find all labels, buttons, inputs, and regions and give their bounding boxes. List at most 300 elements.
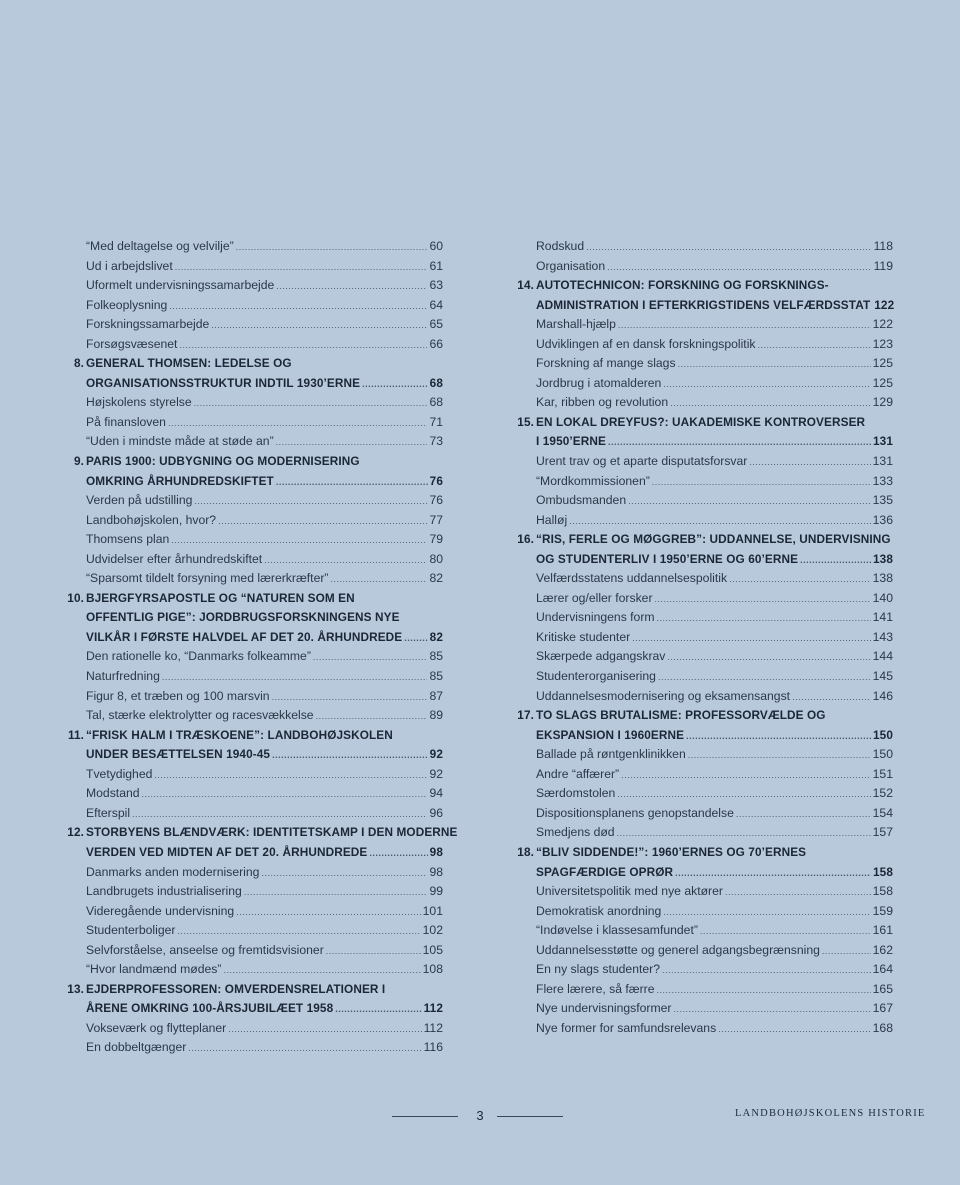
chapter-number: 18.	[517, 844, 534, 859]
page-number: 135	[872, 493, 893, 508]
dot-leader	[663, 375, 870, 395]
chapter-title: EKSPANSION I 1960ERNE	[536, 727, 685, 742]
dot-leader	[608, 433, 871, 453]
page-number: 85	[429, 669, 443, 684]
dot-leader	[404, 629, 427, 649]
chapter-title: STORBYENS BLÆNDVÆRK: IDENTITETSKAMP I DEN MODERNE	[86, 825, 458, 840]
page-number: 108	[422, 962, 443, 977]
dot-leader	[673, 1000, 870, 1020]
dot-leader	[313, 648, 428, 668]
toc-entry	[86, 237, 443, 257]
toc-entry	[86, 941, 443, 961]
page-number: 112	[423, 1020, 443, 1035]
section-title: Ud i arbejdslivet	[86, 258, 173, 273]
dot-leader	[749, 453, 870, 473]
chapter-number: 12.	[67, 825, 84, 840]
dot-leader	[179, 336, 427, 356]
dot-leader	[236, 238, 428, 258]
page-number: 85	[429, 649, 443, 664]
chapter-number: 16.	[517, 532, 534, 547]
toc-entry	[86, 1038, 443, 1058]
page-number: 64	[429, 297, 443, 312]
section-title: Udvidelser efter århundredskiftet	[86, 551, 263, 566]
section-title: “Indøvelse i klassesamfundet”	[536, 923, 698, 938]
chapter-title: PARIS 1900: UDBYGNING OG MODERNISERING	[86, 454, 360, 469]
dot-leader	[276, 277, 427, 297]
dot-leader	[369, 844, 427, 864]
dot-leader	[800, 551, 871, 571]
section-title: Højskolens styrelse	[86, 395, 192, 410]
dot-leader	[218, 512, 427, 532]
page-number: 92	[429, 766, 443, 781]
section-title: Nye former for samfundsrelevans	[536, 1020, 717, 1035]
chapter-number: 17.	[517, 708, 534, 723]
dot-leader	[822, 942, 871, 962]
page-number: 118	[873, 239, 893, 253]
section-title: Rodskud	[536, 239, 585, 253]
dot-leader	[729, 570, 871, 590]
page-number: 150	[872, 747, 893, 762]
section-title: “Uden i mindste måde at støde an”	[86, 434, 274, 449]
page-number: 99	[429, 884, 443, 899]
dot-leader	[168, 414, 427, 434]
dot-leader	[586, 238, 871, 258]
chapter-title: VILKÅR I FØRSTE HALVDEL AF DET 20. ÅRHUNDREDE	[86, 629, 403, 644]
page-number: 131	[872, 454, 893, 469]
chapter-title: “FRISK HALM I TRÆSKOENE”: LANDBOHØJSKOLEN	[86, 727, 393, 742]
section-title: Nye undervisningsformer	[536, 1001, 672, 1016]
toc-entry	[86, 921, 443, 941]
section-title: Videregående undervisning	[86, 903, 235, 918]
toc-entry	[86, 960, 443, 980]
page-number: 98	[429, 864, 443, 879]
section-title: Forskningssamarbejde	[86, 317, 210, 332]
page-number: 65	[429, 317, 443, 332]
dot-leader	[607, 258, 871, 278]
chapter-title: OMKRING ÅRHUNDREDSKIFTET	[86, 473, 274, 488]
chapter-title: SPAGFÆRDIGE OPRØR	[536, 864, 674, 879]
toc-chapter-line	[517, 706, 893, 726]
toc-chapter-line	[536, 726, 893, 746]
toc-entry	[86, 257, 443, 277]
footer-rule-left	[392, 1116, 458, 1117]
toc-entry	[536, 237, 893, 257]
toc-chapter-line	[536, 550, 893, 570]
chapter-title: ÅRENE OMKRING 100-ÅRSJUBILÆET 1958	[86, 1001, 334, 1016]
dot-leader	[188, 1039, 421, 1059]
toc-entry	[536, 921, 893, 941]
dot-leader	[272, 746, 428, 766]
page-number: 129	[872, 395, 893, 410]
page-number: 60	[429, 239, 443, 253]
chapter-title: BJERGFYRSAPOSTLE OG “NATUREN SOM EN	[86, 590, 355, 605]
page-number: 61	[429, 258, 443, 273]
page-number: 146	[872, 688, 893, 703]
dot-leader	[316, 707, 428, 727]
toc-entry	[536, 784, 893, 804]
page-number: 138	[873, 551, 893, 566]
toc-entry	[86, 902, 443, 922]
chapter-title: UNDER BESÆTTELSEN 1940-45	[86, 747, 271, 762]
toc-entry	[536, 980, 893, 1000]
footer-rule-right	[497, 1116, 563, 1117]
chapter-number: 11.	[67, 727, 84, 742]
toc-entry	[86, 784, 443, 804]
section-title: Modstand	[86, 786, 140, 801]
page-number: 79	[429, 532, 443, 547]
page-number: 131	[873, 434, 893, 449]
page-number: 63	[429, 278, 443, 293]
page-number: 164	[872, 962, 893, 977]
page-number: 94	[429, 786, 443, 801]
dot-leader	[261, 864, 427, 884]
page-number: 80	[429, 551, 443, 566]
section-title: Demokratisk anordning	[536, 903, 662, 918]
chapter-title: ADMINISTRATION I EFTERKRIGSTIDENS VELFÆRDSSTAT	[536, 297, 871, 312]
section-title: Uformelt undervisningssamarbejde	[86, 278, 275, 293]
toc-left-column	[67, 237, 458, 1058]
toc-entry	[536, 882, 893, 902]
page-number: 125	[872, 356, 893, 371]
toc-entry	[86, 550, 443, 570]
toc-chapter-line	[536, 432, 893, 452]
section-title: Ombudsmanden	[536, 493, 627, 508]
page-number: 119	[873, 258, 893, 273]
chapter-title: OFFENTLIG PIGE”: JORDBRUGSFORSKNINGENS NYE	[86, 610, 400, 625]
page-number: 76	[429, 473, 443, 488]
page-number: 73	[429, 434, 443, 449]
toc-chapter-line	[536, 296, 893, 316]
dot-leader	[667, 648, 870, 668]
toc-chapter-line	[86, 628, 443, 648]
dot-leader	[330, 570, 427, 590]
page-number: 101	[422, 903, 443, 918]
toc-entry	[536, 374, 893, 394]
section-title: Halløj	[536, 512, 568, 527]
toc-entry	[536, 745, 893, 765]
page-number: 102	[422, 923, 443, 938]
toc-entry	[536, 823, 893, 843]
chapter-title: AUTOTECHNICON: FORSKNING OG FORSKNINGS-	[536, 278, 829, 293]
dot-leader	[362, 375, 428, 395]
dot-leader	[171, 531, 427, 551]
dot-leader	[628, 492, 871, 512]
dot-leader	[678, 355, 871, 375]
section-title: Studenterboliger	[86, 923, 176, 938]
chapter-number: 8.	[73, 356, 84, 371]
toc-entry	[536, 902, 893, 922]
toc-chapter-line	[86, 608, 443, 628]
page-number: 71	[429, 414, 443, 429]
dot-leader	[569, 512, 871, 532]
toc-entry	[86, 432, 443, 452]
dot-leader	[223, 961, 420, 981]
dot-leader	[326, 942, 421, 962]
section-title: Landbrugets industrialisering	[86, 884, 242, 899]
chapter-number: 9.	[73, 454, 84, 469]
section-title: Figur 8, et træben og 100 marsvin	[86, 688, 270, 703]
page-number: 96	[429, 805, 443, 820]
dot-leader	[688, 746, 871, 766]
page-number: 152	[872, 786, 893, 801]
toc-entry	[86, 276, 443, 296]
toc-entry	[86, 863, 443, 883]
toc-entry	[536, 647, 893, 667]
section-title: Selvforståelse, anseelse og fremtidsvisioner	[86, 942, 324, 957]
page-number: 162	[872, 942, 893, 957]
toc-chapter-line	[517, 276, 893, 296]
toc-entry	[536, 628, 893, 648]
dot-leader	[725, 883, 871, 903]
section-title: Kritiske studenter	[536, 629, 631, 644]
page-number: 158	[873, 864, 893, 879]
chapter-title: ORGANISATIONSSTRUKTUR INDTIL 1930’ERNE	[86, 375, 361, 390]
toc-entry	[86, 335, 443, 355]
toc-entry	[86, 393, 443, 413]
toc-entry	[536, 315, 893, 335]
dot-leader	[632, 629, 871, 649]
toc-entry	[86, 315, 443, 335]
page-number: 150	[873, 727, 893, 742]
section-title: “Mordkommissionen”	[536, 473, 650, 488]
toc-entry	[536, 608, 893, 628]
toc-entry	[86, 530, 443, 550]
toc-entry	[536, 941, 893, 961]
dot-leader	[276, 473, 428, 493]
section-title: Verden på udstilling	[86, 493, 193, 508]
dot-leader	[662, 961, 871, 981]
page-number: 123	[872, 336, 893, 351]
dot-leader	[617, 824, 871, 844]
toc-chapter-line	[86, 374, 443, 394]
toc-entry	[536, 999, 893, 1019]
toc-entry	[536, 804, 893, 824]
page-number: 122	[874, 297, 895, 312]
toc-chapter-line	[67, 823, 458, 843]
dot-leader	[194, 492, 427, 512]
section-title: Urent trav og et aparte disputatsforsvar	[536, 454, 748, 469]
chapter-title: EJDERPROFESSOREN: OMVERDENSRELATIONER I	[86, 981, 386, 996]
dot-leader	[132, 805, 427, 825]
section-title: Særdomstolen	[536, 786, 616, 801]
chapter-number: 14.	[517, 278, 534, 293]
page-number: 145	[872, 669, 893, 684]
toc-chapter-line	[73, 354, 443, 374]
chapter-number: 10.	[67, 590, 84, 605]
page-number: 68	[429, 375, 443, 390]
toc-entry	[536, 589, 893, 609]
page-number: 98	[429, 844, 443, 859]
dot-leader	[228, 1020, 421, 1040]
toc-entry	[536, 491, 893, 511]
dot-leader	[792, 688, 871, 708]
section-title: Dispositionsplanens genopstandelse	[536, 805, 734, 820]
section-title: Uddannelsesmodernisering og eksamensangst	[536, 688, 791, 703]
toc-entry	[86, 413, 443, 433]
dot-leader	[194, 394, 428, 414]
dot-leader	[621, 766, 871, 786]
toc-chapter-line	[517, 413, 893, 433]
toc-chapter-line	[86, 472, 443, 492]
dot-leader	[736, 805, 871, 825]
section-title: Smedjens død	[536, 825, 615, 840]
dot-leader	[211, 316, 427, 336]
section-title: “Sparsomt tildelt forsyning med lærerkræfter”	[86, 571, 329, 586]
page-number: 158	[872, 884, 893, 899]
toc-entry	[86, 765, 443, 785]
chapter-title: TO SLAGS BRUTALISME: PROFESSORVÆLDE OG	[536, 708, 826, 723]
section-title: Danmarks anden modernisering	[86, 864, 260, 879]
footer-book-title: LANDBOHØJSKOLENS HISTORIE	[735, 1108, 926, 1119]
page-number: 157	[872, 825, 893, 840]
section-title: Uddannelsesstøtte og generel adgangsbegrænsning	[536, 942, 820, 957]
toc-entry	[86, 296, 443, 316]
dot-leader	[236, 903, 420, 923]
dot-leader	[657, 981, 871, 1001]
toc-chapter-line	[67, 589, 443, 609]
toc-entry	[86, 882, 443, 902]
toc-chapter-line	[517, 530, 893, 550]
toc-entry	[536, 1019, 893, 1039]
section-title: Den rationelle ko, “Danmarks folkeamme”	[86, 649, 311, 664]
toc-entry	[86, 687, 443, 707]
section-title: Skærpede adgangskrav	[536, 649, 666, 664]
toc-entry	[86, 569, 443, 589]
dot-leader	[658, 668, 871, 688]
toc-chapter-line	[73, 452, 443, 472]
toc-entry	[86, 804, 443, 824]
dot-leader	[169, 297, 427, 317]
chapter-title: VERDEN VED MIDTEN AF DET 20. ÅRHUNDREDE	[86, 844, 368, 859]
page-number: 92	[429, 747, 443, 762]
dot-leader	[154, 766, 427, 786]
section-title: Efterspil	[86, 805, 131, 820]
page-number: 136	[872, 512, 893, 527]
page-number: 87	[429, 688, 443, 703]
page-number: 105	[422, 942, 443, 957]
dot-leader	[670, 394, 871, 414]
toc-chapter-line	[536, 863, 893, 883]
section-title: Andre “affærer”	[536, 766, 620, 781]
dot-leader	[617, 785, 870, 805]
section-title: Tal, stærke elektrolytter og racesvækkelse	[86, 708, 314, 723]
page-number: 165	[872, 981, 893, 996]
section-title: Marshall-hjælp	[536, 317, 616, 332]
dot-leader	[652, 473, 871, 493]
section-title: Kar, ribben og revolution	[536, 395, 669, 410]
page-number: 133	[872, 473, 893, 488]
section-title: En dobbeltgænger	[86, 1040, 187, 1055]
section-title: Folkeoplysning	[86, 297, 168, 312]
chapter-title: GENERAL THOMSEN: LEDELSE OG	[86, 356, 292, 371]
page-number: 112	[423, 1001, 443, 1016]
section-title: Lærer og/eller forsker	[536, 590, 653, 605]
page-number: 141	[872, 610, 893, 625]
section-title: Thomsens plan	[86, 532, 170, 547]
section-title: “Hvor landmænd mødes”	[86, 962, 222, 977]
dot-leader	[655, 590, 871, 610]
dot-leader	[264, 551, 427, 571]
dot-leader	[276, 433, 428, 453]
toc-entry	[536, 452, 893, 472]
section-title: Landbohøjskolen, hvor?	[86, 512, 217, 527]
dot-leader	[618, 316, 871, 336]
dot-leader	[272, 688, 428, 708]
dot-leader	[686, 727, 871, 747]
toc-entry	[86, 491, 443, 511]
page-number: 89	[429, 708, 443, 723]
section-title: Universitetspolitik med nye aktører	[536, 884, 723, 899]
toc-entry	[536, 569, 893, 589]
page-number: 125	[872, 375, 893, 390]
page-number: 77	[429, 512, 443, 527]
toc-right-column	[517, 237, 895, 1038]
section-title: Forsøgsvæsenet	[86, 336, 178, 351]
page-number: 68	[429, 395, 443, 410]
toc-entry	[536, 472, 893, 492]
page-number: 76	[429, 493, 443, 508]
toc-entry	[536, 960, 893, 980]
page-number: 82	[429, 629, 443, 644]
toc-chapter-line	[517, 843, 893, 863]
toc-chapter-line	[86, 745, 443, 765]
dot-leader	[244, 883, 428, 903]
toc-entry	[86, 511, 443, 531]
page-number: 159	[872, 903, 893, 918]
toc-entry	[86, 647, 443, 667]
toc-entry	[536, 354, 893, 374]
toc-entry	[536, 687, 893, 707]
chapter-title: EN LOKAL DREYFUS?: UAKADEMISKE KONTROVERSER	[536, 414, 866, 429]
page-number: 168	[872, 1020, 893, 1035]
chapter-title: I 1950’ERNE	[536, 434, 606, 449]
toc-chapter-line	[86, 999, 443, 1019]
dot-leader	[663, 903, 870, 923]
page-number: 167	[872, 1001, 893, 1016]
page-number: 140	[872, 590, 893, 605]
dot-leader	[700, 922, 871, 942]
page-number: 144	[872, 649, 893, 664]
toc-entry	[536, 765, 893, 785]
dot-leader	[142, 785, 428, 805]
section-title: Forskning af mange slags	[536, 356, 676, 371]
toc-entry	[86, 667, 443, 687]
toc-entry	[536, 335, 893, 355]
toc-chapter-line	[67, 726, 443, 746]
page-number: 116	[423, 1040, 443, 1055]
toc-entry	[86, 1019, 443, 1039]
dot-leader	[162, 668, 428, 688]
section-title: En ny slags studenter?	[536, 962, 660, 977]
page-number: 151	[872, 766, 893, 781]
section-title: Ballade på røntgenklinikken	[536, 747, 686, 762]
dot-leader	[675, 864, 871, 884]
section-title: Jordbrug i atomalderen	[536, 375, 662, 390]
toc-entry	[86, 706, 443, 726]
chapter-number: 13.	[67, 981, 84, 996]
dot-leader	[758, 336, 871, 356]
page-number: 154	[872, 805, 893, 820]
toc-chapter-line	[67, 980, 443, 1000]
section-title: “Med deltagelse og velvilje”	[86, 239, 234, 253]
page-number: 122	[872, 317, 893, 332]
section-title: Tvetydighed	[86, 766, 153, 781]
toc-entry	[536, 667, 893, 687]
chapter-title: “RIS, FERLE OG MØGGREB”: UDDANNELSE, UNDERVISNING	[536, 532, 891, 547]
section-title: Organisation	[536, 258, 606, 273]
chapter-number: 15.	[517, 414, 534, 429]
dot-leader	[718, 1020, 870, 1040]
